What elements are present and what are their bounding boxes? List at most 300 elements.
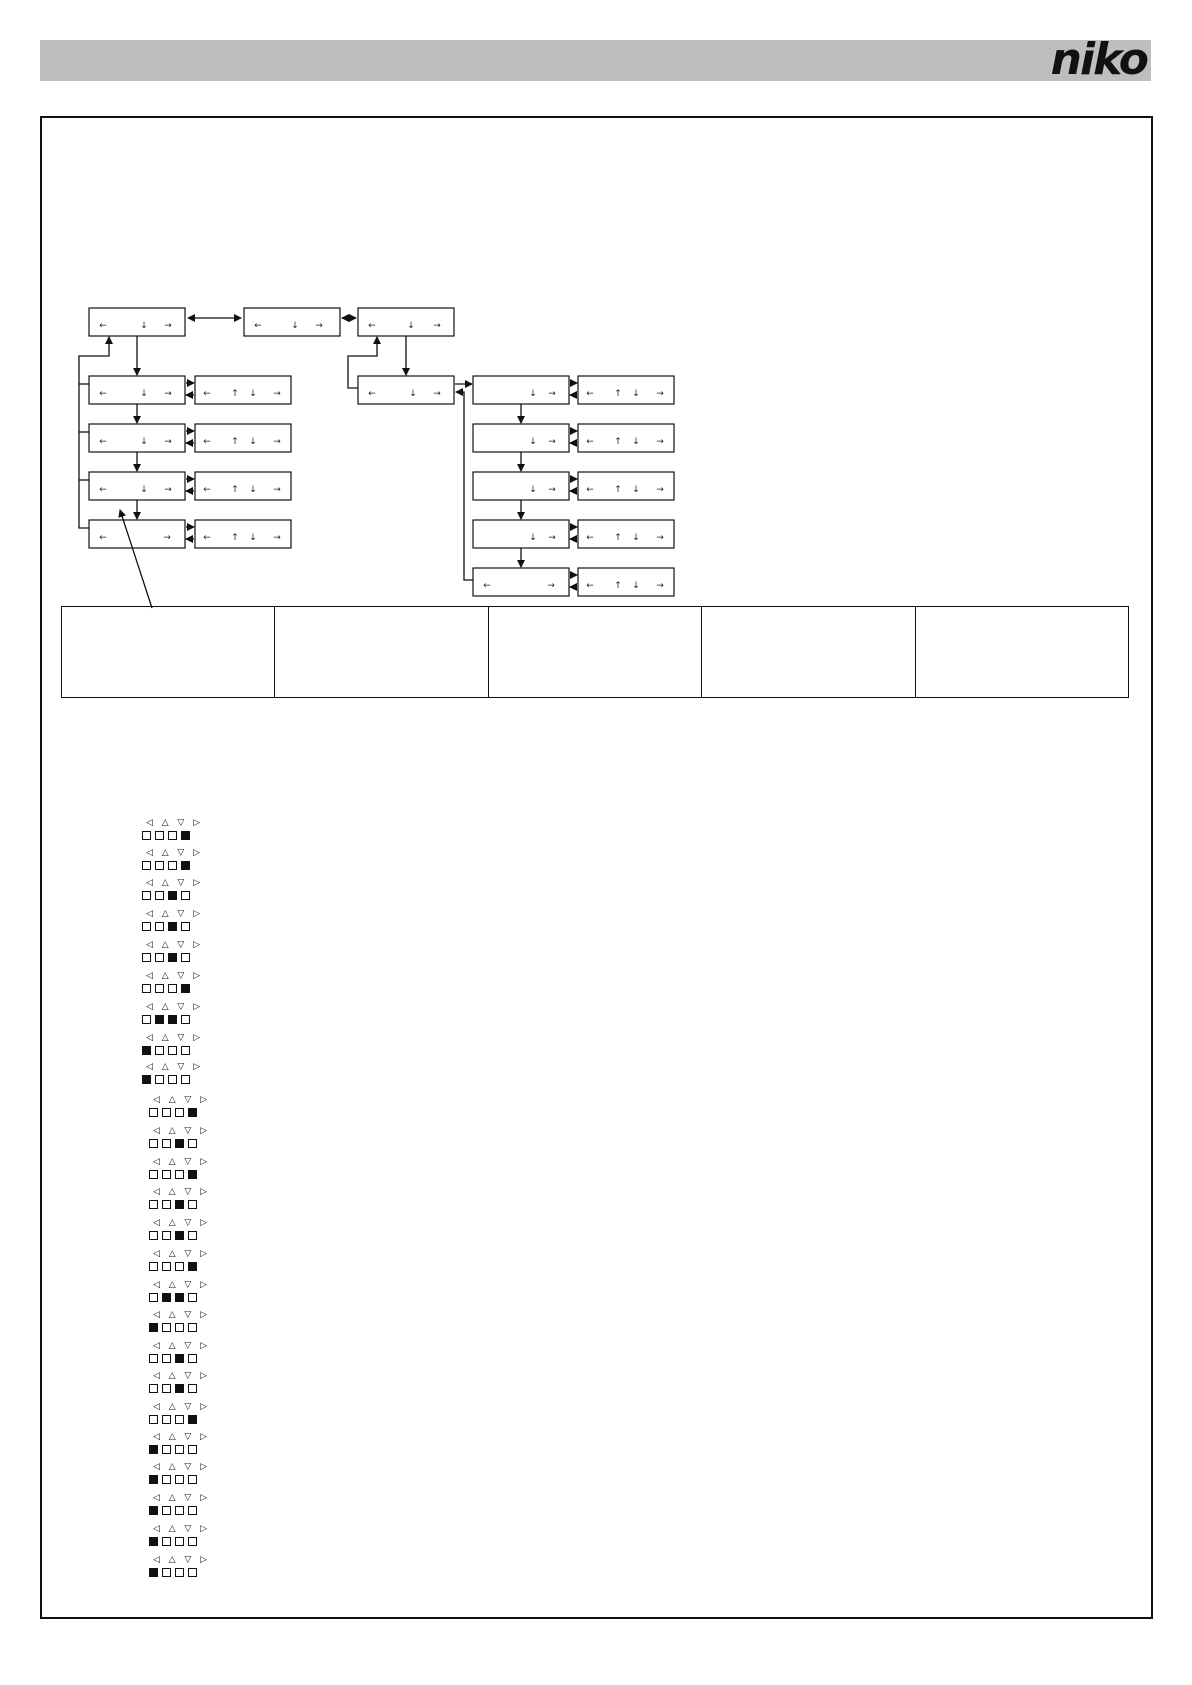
led-off (162, 1415, 171, 1424)
led-off (188, 1139, 197, 1148)
right-key-icon: ▷ (200, 1402, 207, 1412)
keypad-indicator (142, 1002, 204, 1026)
right-key-icon: ▷ (193, 818, 200, 828)
right-menu-box-4 (473, 520, 569, 548)
up-key-icon: △ (168, 1341, 176, 1351)
nav-glyph-left: ← (586, 581, 594, 591)
keypad-indicator (142, 878, 204, 902)
nav-glyph-down: ↓ (249, 485, 257, 495)
up-key-icon: △ (168, 1218, 176, 1228)
right-sub-box-2 (578, 424, 674, 452)
right-key-icon: ▷ (193, 848, 200, 858)
nav-glyph-down: ↓ (291, 321, 299, 331)
led-on (149, 1445, 158, 1454)
nav-glyph-up: ↑ (231, 437, 239, 447)
led-on (175, 1384, 184, 1393)
right-key-icon: ▷ (200, 1371, 207, 1381)
led-off (175, 1262, 184, 1271)
main-menu-box (89, 308, 185, 336)
left-key-icon: ◁ (146, 1002, 153, 1012)
down-key-icon: ▽ (184, 1187, 192, 1197)
led-off (142, 861, 151, 870)
up-key-icon: △ (168, 1371, 176, 1381)
led-on (149, 1537, 158, 1546)
nav-glyph-right: → (656, 581, 664, 591)
led-off (162, 1445, 171, 1454)
nav-glyph-left: ← (99, 389, 107, 399)
menu-flow-diagram (0, 0, 1192, 620)
led-on (155, 1015, 164, 1024)
nav-glyph-up: ↑ (614, 533, 622, 543)
keypad-indicator (149, 1462, 211, 1486)
left-key-icon: ◁ (146, 878, 153, 888)
led-on (181, 984, 190, 993)
keypad-indicator (149, 1095, 211, 1119)
right-key-icon: ▷ (200, 1555, 207, 1565)
right-key-icon: ▷ (200, 1157, 207, 1167)
up-key-icon: △ (161, 909, 169, 919)
down-key-icon: ▽ (184, 1402, 192, 1412)
nav-glyph-down: ↓ (140, 321, 148, 331)
led-off (162, 1200, 171, 1209)
legend-cell-2 (274, 607, 487, 697)
right-key-icon: ▷ (193, 1002, 200, 1012)
right-key-icon: ▷ (193, 878, 200, 888)
nav-glyph-down: ↓ (632, 389, 640, 399)
nav-glyph-left: ← (254, 321, 262, 331)
led-off (162, 1537, 171, 1546)
led-off (162, 1354, 171, 1363)
led-off (155, 953, 164, 962)
nav-glyph-up: ↑ (614, 581, 622, 591)
led-off (155, 1046, 164, 1055)
down-key-icon: ▽ (177, 1002, 185, 1012)
led-on (181, 831, 190, 840)
led-off (155, 831, 164, 840)
nav-glyph-right: → (433, 321, 441, 331)
nav-glyph-left: ← (586, 389, 594, 399)
left-key-icon: ◁ (153, 1402, 160, 1412)
nav-glyph-left: ← (99, 533, 107, 543)
nav-glyph-right: → (548, 533, 556, 543)
right-key-icon: ▷ (200, 1126, 207, 1136)
down-key-icon: ▽ (184, 1555, 192, 1565)
down-key-icon: ▽ (184, 1371, 192, 1381)
led-off (162, 1231, 171, 1240)
left-key-icon: ◁ (146, 940, 153, 950)
nav-glyph-left: ← (99, 485, 107, 495)
nav-glyph-left: ← (586, 533, 594, 543)
led-on (175, 1354, 184, 1363)
left-key-icon: ◁ (153, 1493, 160, 1503)
led-off (162, 1384, 171, 1393)
nav-glyph-down: ↓ (249, 437, 257, 447)
right-key-icon: ▷ (200, 1524, 207, 1534)
submenu-box (358, 376, 454, 404)
led-off (162, 1568, 171, 1577)
legend-cell-4 (701, 607, 914, 697)
led-off (142, 891, 151, 900)
led-off (162, 1139, 171, 1148)
led-off (149, 1262, 158, 1271)
right-key-icon: ▷ (193, 940, 200, 950)
led-off (162, 1506, 171, 1515)
keypad-indicator (149, 1555, 211, 1579)
keypad-indicator (142, 1033, 204, 1057)
menu-box-2 (244, 308, 340, 336)
nav-glyph-left: ← (483, 581, 491, 591)
nav-glyph-down: ↓ (249, 533, 257, 543)
led-on (175, 1200, 184, 1209)
keypad-indicator (149, 1310, 211, 1334)
down-key-icon: ▽ (177, 909, 185, 919)
left-key-icon: ◁ (146, 818, 153, 828)
left-sub-box-4 (195, 520, 291, 548)
led-off (149, 1415, 158, 1424)
led-off (149, 1231, 158, 1240)
nav-glyph-right: → (433, 389, 441, 399)
up-key-icon: △ (161, 848, 169, 858)
legend-table (61, 606, 1129, 698)
nav-glyph-down: ↓ (632, 581, 640, 591)
led-off (188, 1354, 197, 1363)
keypad-indicator (142, 909, 204, 933)
led-off (188, 1506, 197, 1515)
keypad-indicator (142, 818, 204, 842)
left-sub-box-1 (195, 376, 291, 404)
nav-glyph-down: ↓ (632, 485, 640, 495)
up-key-icon: △ (161, 1033, 169, 1043)
right-sub-box-3 (578, 472, 674, 500)
nav-glyph-right: → (273, 389, 281, 399)
left-key-icon: ◁ (153, 1371, 160, 1381)
nav-glyph-down: ↓ (529, 485, 537, 495)
led-on (181, 861, 190, 870)
nav-glyph-left: ← (586, 485, 594, 495)
down-key-icon: ▽ (184, 1126, 192, 1136)
up-key-icon: △ (168, 1095, 176, 1105)
left-key-icon: ◁ (153, 1310, 160, 1320)
led-off (149, 1200, 158, 1209)
nav-glyph-left: ← (99, 321, 107, 331)
nav-glyph-down: ↓ (140, 485, 148, 495)
down-key-icon: ▽ (184, 1218, 192, 1228)
led-on (149, 1475, 158, 1484)
up-key-icon: △ (168, 1249, 176, 1259)
up-key-icon: △ (168, 1432, 176, 1442)
nav-glyph-up: ↑ (231, 533, 239, 543)
nav-glyph-down: ↓ (632, 533, 640, 543)
left-key-icon: ◁ (146, 909, 153, 919)
nav-glyph-left: ← (203, 485, 211, 495)
nav-glyph-right: → (273, 437, 281, 447)
nav-glyph-down: ↓ (140, 437, 148, 447)
right-key-icon: ▷ (200, 1432, 207, 1442)
niko-logo: niko (1050, 34, 1147, 85)
left-menu-box-3 (89, 472, 185, 500)
led-on (188, 1170, 197, 1179)
left-key-icon: ◁ (146, 848, 153, 858)
down-key-icon: ▽ (177, 971, 185, 981)
left-key-icon: ◁ (153, 1432, 160, 1442)
left-key-icon: ◁ (153, 1462, 160, 1472)
led-off (175, 1108, 184, 1117)
legend-cell-5 (915, 607, 1128, 697)
nav-glyph-right: → (163, 533, 171, 543)
led-off (168, 1075, 177, 1084)
led-on (142, 1075, 151, 1084)
menu-box-3 (358, 308, 454, 336)
nav-glyph-up: ↑ (231, 485, 239, 495)
nav-glyph-up: ↑ (231, 389, 239, 399)
keypad-indicator (142, 848, 204, 872)
nav-glyph-right: → (548, 389, 556, 399)
nav-glyph-right: → (315, 321, 323, 331)
led-off (175, 1537, 184, 1546)
keypad-indicator (149, 1402, 211, 1426)
nav-glyph-right: → (656, 389, 664, 399)
nav-glyph-left: ← (368, 321, 376, 331)
led-off (162, 1108, 171, 1117)
led-off (181, 1015, 190, 1024)
left-menu-box-4 (89, 520, 185, 548)
nav-glyph-right: → (548, 437, 556, 447)
led-off (168, 831, 177, 840)
led-off (188, 1231, 197, 1240)
down-key-icon: ▽ (177, 1062, 185, 1072)
right-key-icon: ▷ (200, 1218, 207, 1228)
led-off (142, 1015, 151, 1024)
led-on (188, 1415, 197, 1424)
up-key-icon: △ (168, 1310, 176, 1320)
down-key-icon: ▽ (177, 878, 185, 888)
nav-glyph-right: → (548, 485, 556, 495)
down-key-icon: ▽ (184, 1493, 192, 1503)
led-off (155, 891, 164, 900)
right-menu-box-3 (473, 472, 569, 500)
keypad-indicator (149, 1157, 211, 1181)
led-on (149, 1323, 158, 1332)
led-off (175, 1568, 184, 1577)
led-off (188, 1475, 197, 1484)
down-key-icon: ▽ (184, 1249, 192, 1259)
up-key-icon: △ (161, 971, 169, 981)
up-key-icon: △ (161, 878, 169, 888)
led-off (162, 1170, 171, 1179)
led-on (149, 1568, 158, 1577)
right-menu-box-2 (473, 424, 569, 452)
left-key-icon: ◁ (153, 1341, 160, 1351)
led-off (175, 1415, 184, 1424)
legend-cell-1 (62, 607, 274, 697)
left-key-icon: ◁ (153, 1280, 160, 1290)
nav-glyph-down: ↓ (140, 389, 148, 399)
led-off (142, 831, 151, 840)
down-key-icon: ▽ (184, 1462, 192, 1472)
led-off (149, 1354, 158, 1363)
led-on (175, 1293, 184, 1302)
nav-glyph-right: → (164, 437, 172, 447)
nav-glyph-left: ← (586, 437, 594, 447)
nav-glyph-left: ← (203, 389, 211, 399)
left-key-icon: ◁ (153, 1126, 160, 1136)
led-off (155, 922, 164, 931)
led-off (188, 1568, 197, 1577)
led-off (188, 1200, 197, 1209)
right-key-icon: ▷ (193, 1062, 200, 1072)
led-on (168, 953, 177, 962)
keypad-indicator (149, 1341, 211, 1365)
led-off (181, 953, 190, 962)
led-on (162, 1293, 171, 1302)
nav-glyph-up: ↑ (614, 437, 622, 447)
right-key-icon: ▷ (200, 1341, 207, 1351)
down-key-icon: ▽ (184, 1341, 192, 1351)
led-off (181, 1075, 190, 1084)
left-key-icon: ◁ (153, 1095, 160, 1105)
keypad-indicator (149, 1493, 211, 1517)
left-key-icon: ◁ (146, 1033, 153, 1043)
down-key-icon: ▽ (184, 1095, 192, 1105)
keypad-indicator (142, 1062, 204, 1086)
led-off (155, 861, 164, 870)
up-key-icon: △ (161, 940, 169, 950)
led-off (181, 922, 190, 931)
led-off (175, 1170, 184, 1179)
nav-glyph-left: ← (203, 533, 211, 543)
left-key-icon: ◁ (153, 1187, 160, 1197)
nav-glyph-up: ↑ (614, 389, 622, 399)
right-key-icon: ▷ (193, 909, 200, 919)
led-off (175, 1506, 184, 1515)
nav-glyph-down: ↓ (409, 389, 417, 399)
nav-glyph-left: ← (203, 437, 211, 447)
led-on (168, 891, 177, 900)
nav-glyph-right: → (273, 533, 281, 543)
led-off (175, 1445, 184, 1454)
up-key-icon: △ (168, 1462, 176, 1472)
led-off (168, 984, 177, 993)
led-off (188, 1323, 197, 1332)
led-off (175, 1323, 184, 1332)
up-key-icon: △ (168, 1402, 176, 1412)
led-off (149, 1139, 158, 1148)
up-key-icon: △ (168, 1157, 176, 1167)
nav-glyph-down: ↓ (529, 389, 537, 399)
down-key-icon: ▽ (177, 1033, 185, 1043)
return-right-loop (456, 392, 473, 580)
led-on (175, 1139, 184, 1148)
legend-cell-3 (488, 607, 701, 697)
left-sub-box-2 (195, 424, 291, 452)
right-key-icon: ▷ (200, 1095, 207, 1105)
right-sub-box-4 (578, 520, 674, 548)
nav-glyph-right: → (164, 389, 172, 399)
right-menu-box-1 (473, 376, 569, 404)
up-key-icon: △ (161, 1062, 169, 1072)
keypad-indicator (149, 1524, 211, 1548)
nav-glyph-right: → (273, 485, 281, 495)
nav-glyph-right: → (656, 533, 664, 543)
up-key-icon: △ (168, 1555, 176, 1565)
led-off (188, 1445, 197, 1454)
down-key-icon: ▽ (177, 848, 185, 858)
left-menu-box-1 (89, 376, 185, 404)
up-key-icon: △ (168, 1524, 176, 1534)
down-key-icon: ▽ (184, 1524, 192, 1534)
keypad-indicator (149, 1432, 211, 1456)
led-on (188, 1262, 197, 1271)
right-sub-box-5 (578, 568, 674, 596)
keypad-indicator (149, 1280, 211, 1304)
keypad-indicator (149, 1218, 211, 1242)
right-key-icon: ▷ (200, 1310, 207, 1320)
led-off (142, 984, 151, 993)
nav-glyph-down: ↓ (529, 437, 537, 447)
left-menu-box-2 (89, 424, 185, 452)
keypad-indicator (149, 1371, 211, 1395)
left-key-icon: ◁ (153, 1218, 160, 1228)
down-key-icon: ▽ (184, 1157, 192, 1167)
led-on (168, 1015, 177, 1024)
led-on (149, 1506, 158, 1515)
led-off (155, 984, 164, 993)
led-on (175, 1231, 184, 1240)
nav-glyph-down: ↓ (529, 533, 537, 543)
left-key-icon: ◁ (146, 971, 153, 981)
right-key-icon: ▷ (193, 971, 200, 981)
nav-glyph-left: ← (99, 437, 107, 447)
led-off (149, 1293, 158, 1302)
led-off (168, 861, 177, 870)
led-off (188, 1293, 197, 1302)
keypad-indicator (149, 1249, 211, 1273)
right-key-icon: ▷ (193, 1033, 200, 1043)
up-key-icon: △ (168, 1126, 176, 1136)
keypad-indicator (142, 940, 204, 964)
keypad-indicator (149, 1126, 211, 1150)
nav-glyph-right: → (164, 321, 172, 331)
nav-glyph-right: → (656, 437, 664, 447)
led-off (188, 1384, 197, 1393)
led-off (181, 1046, 190, 1055)
nav-glyph-right: → (656, 485, 664, 495)
up-key-icon: △ (168, 1493, 176, 1503)
nav-glyph-right: → (164, 485, 172, 495)
led-off (142, 953, 151, 962)
down-key-icon: ▽ (184, 1310, 192, 1320)
right-key-icon: ▷ (200, 1462, 207, 1472)
down-key-icon: ▽ (184, 1432, 192, 1442)
led-off (168, 1046, 177, 1055)
left-key-icon: ◁ (153, 1524, 160, 1534)
down-key-icon: ▽ (177, 818, 185, 828)
right-menu-box-5 (473, 568, 569, 596)
led-off (155, 1075, 164, 1084)
up-key-icon: △ (161, 818, 169, 828)
nav-glyph-up: ↑ (614, 485, 622, 495)
right-key-icon: ▷ (200, 1280, 207, 1290)
nav-glyph-right: → (547, 581, 555, 591)
led-off (149, 1108, 158, 1117)
led-off (162, 1323, 171, 1332)
led-on (168, 922, 177, 931)
up-key-icon: △ (161, 1002, 169, 1012)
right-key-icon: ▷ (200, 1493, 207, 1503)
diagram-boxes (89, 308, 674, 596)
led-off (188, 1537, 197, 1546)
down-key-icon: ▽ (177, 940, 185, 950)
